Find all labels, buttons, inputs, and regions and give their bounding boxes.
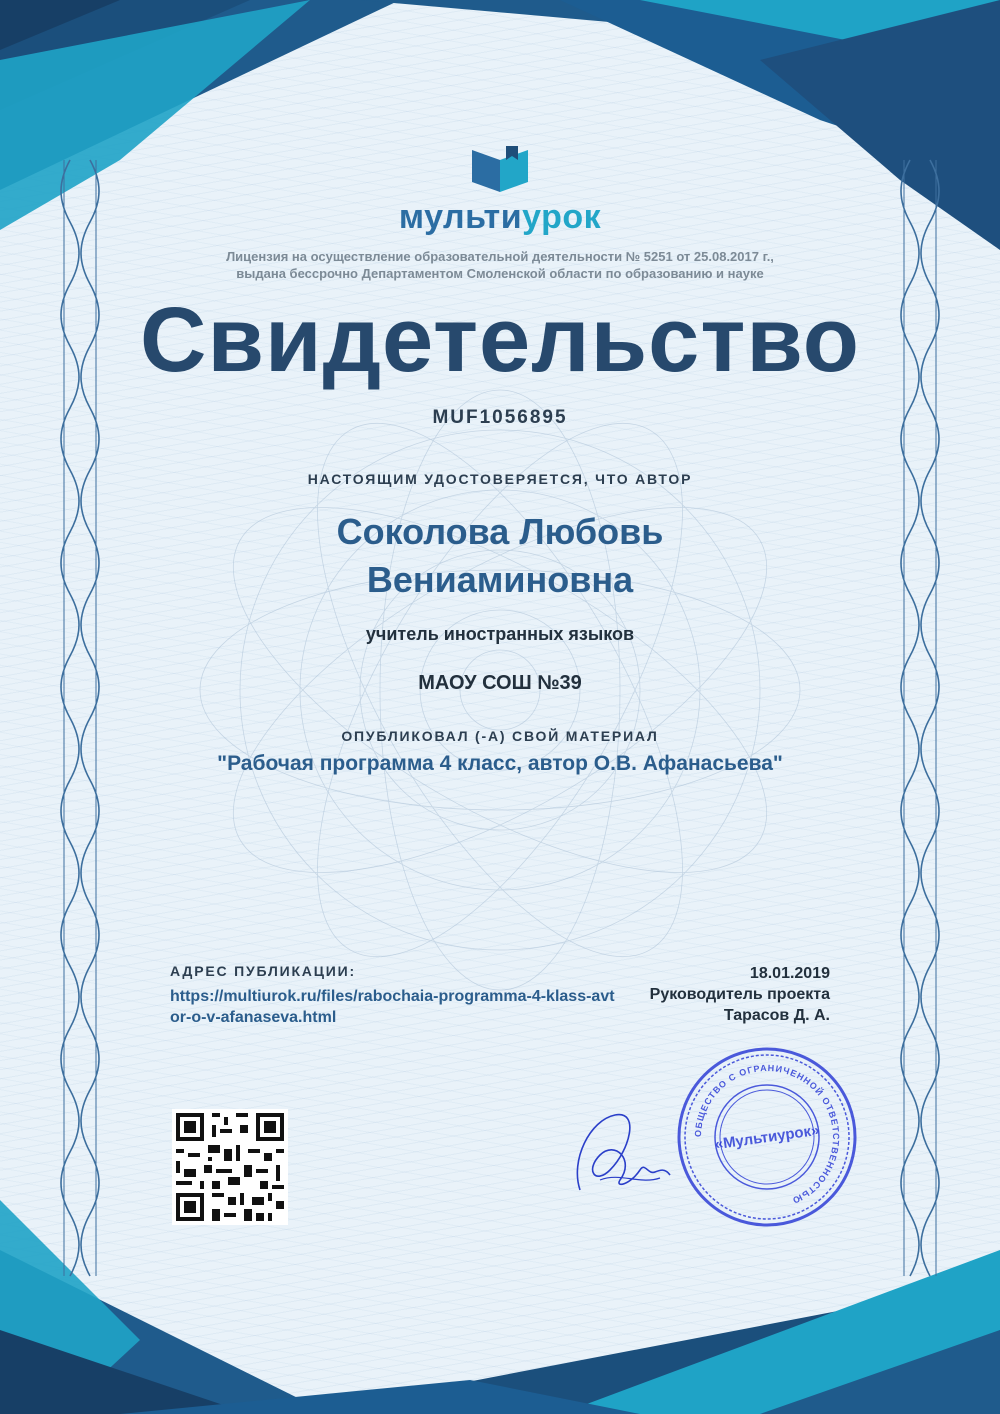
author-position: учитель иностранных языков — [365, 624, 635, 644]
signature-image — [560, 1100, 680, 1210]
author-name-line-2: Вениаминовна — [366, 559, 634, 600]
logo-wordmark — [0, 198, 1000, 237]
issue-date: 18.01.2019 — [749, 965, 830, 982]
certificate-number: MUF1056895 — [432, 407, 568, 428]
stamp-ring-text: ОБЩЕСТВО С ОГРАНИЧЕННОЙ ОТВЕТСТВЕННОСТЬЮ — [692, 1062, 842, 1206]
material-title: "Рабочая программа 4 класс, автор О.В. Афанасьева" — [217, 752, 783, 775]
certificate-title: Свидетельство — [140, 289, 860, 391]
stamp-center-text: «Мультиурок» — [713, 1121, 821, 1154]
company-stamp — [675, 1045, 860, 1230]
author-name — [0, 508, 1000, 604]
license-text — [0, 248, 1000, 282]
signature-block — [650, 963, 830, 1026]
certify-text: НАСТОЯЩИМ УДОСТОВЕРЯЕТСЯ, ЧТО АВТОР — [307, 471, 693, 487]
license-line-1: Лицензия на осуществление образовательной деятельности № 5251 от 25.08.2017 г., — [226, 249, 774, 264]
logo-part-1: мульти — [398, 198, 523, 236]
leader-name: Тарасов Д. А. — [723, 1007, 830, 1024]
leader-role: Руководитель проекта — [649, 986, 830, 1003]
logo-part-2: урок — [522, 198, 602, 236]
qr-code[interactable] — [172, 1109, 288, 1225]
book-icon — [472, 146, 528, 192]
address-label: АДРЕС ПУБЛИКАЦИИ: — [170, 963, 356, 979]
address-link[interactable]: https://multiurok.ru/files/rabochaia-programma-4-klass-avtor-o-v-afanaseva.html — [170, 988, 615, 1026]
author-school: МАОУ СОШ №39 — [418, 672, 582, 694]
published-text: ОПУБЛИКОВАЛ (-А) СВОЙ МАТЕРИАЛ — [341, 728, 659, 744]
author-name-line-1: Соколова Любовь — [336, 511, 664, 552]
license-line-2: выдана бессрочно Департаментом Смоленской области по образованию и науке — [236, 266, 764, 281]
